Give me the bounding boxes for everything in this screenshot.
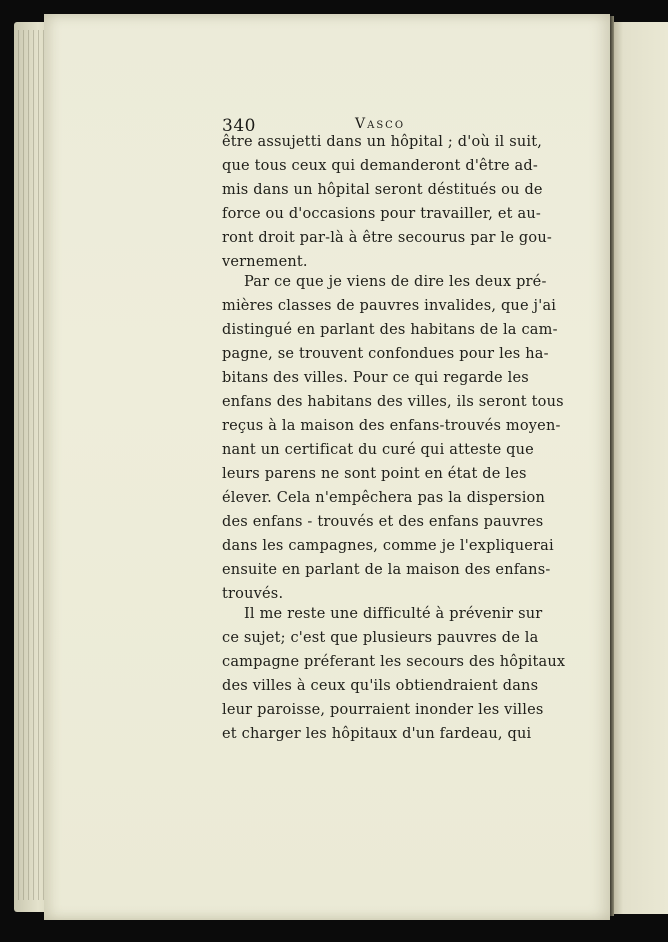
text-line: pagne, se trouvent confondues pour les ha- (222, 346, 549, 362)
paragraph-first-line: Par ce que je viens de dire les deux pré- (244, 274, 547, 290)
text-line: reçus à la maison des enfans-trouvés moyen- (222, 418, 561, 434)
page-number: 340 (222, 116, 256, 136)
text-line: que tous ceux qui demanderont d'être ad- (222, 158, 538, 174)
text-line: force ou d'occasions pour travailler, et au- (222, 206, 541, 222)
text-line: ront droit par-là à être secourus par le gou- (222, 230, 552, 246)
text-line: et charger les hôpitaux d'un fardeau, qui (222, 726, 532, 742)
text-line: des enfans - trouvés et des enfans pauvres (222, 514, 544, 530)
text-line: leurs parens ne sont point en état de les (222, 466, 527, 482)
text-line: bitans des villes. Pour ce qui regarde les (222, 370, 529, 386)
text-line: mières classes de pauvres invalides, que j'ai (222, 298, 557, 314)
text-line: ensuite en parlant de la maison des enfans- (222, 562, 551, 578)
paragraph-first-line: Il me reste une difficulté à prévenir sur (244, 606, 543, 622)
text-line: campagne préferant les secours des hôpitaux (222, 654, 566, 670)
text-line: nant un certificat du curé qui atteste que (222, 442, 534, 458)
text-line: mis dans un hôpital seront déstitués ou de (222, 182, 543, 198)
text-line: des villes à ceux qu'ils obtiendraient dans (222, 678, 539, 694)
running-head: Vasco (355, 116, 406, 132)
text-line: trouvés. (222, 586, 284, 602)
text-line: distingué en parlant des habitans de la cam- (222, 322, 558, 338)
text-line: vernement. (222, 254, 308, 270)
text-line: dans les campagnes, comme je l'expliquerai (222, 538, 554, 554)
text-line: être assujetti dans un hôpital ; d'où il suit, (222, 134, 543, 150)
facing-page (612, 22, 668, 914)
text-line: leur paroisse, pourraient inonder les villes (222, 702, 544, 718)
text-line: enfans des habitans des villes, ils seront tous (222, 394, 564, 410)
text-line: ce sujet; c'est que plusieurs pauvres de la (222, 630, 539, 646)
text-line: élever. Cela n'empêchera pas la dispersion (222, 490, 546, 506)
